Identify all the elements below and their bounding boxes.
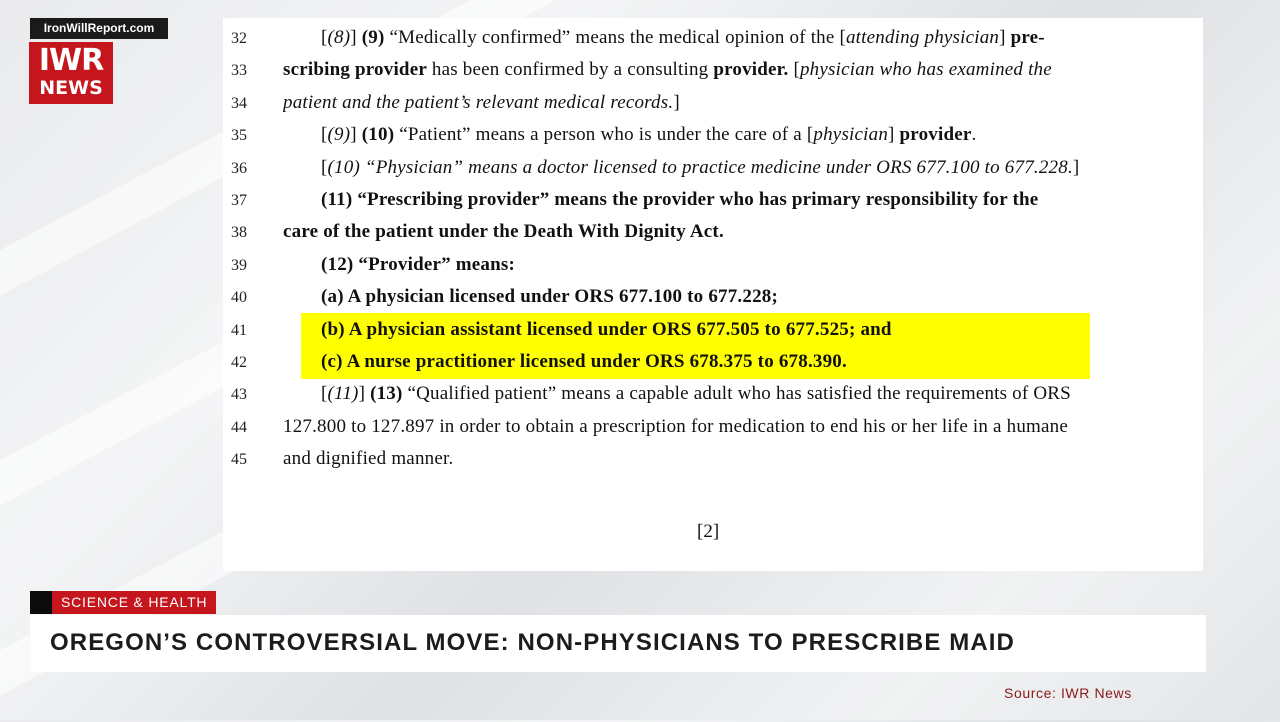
line-text: scribing provider has been confirmed by a consulting provider. [physician who has examined the — [283, 59, 1052, 81]
line-number: 45 — [231, 451, 247, 469]
document-line — [223, 251, 1203, 283]
line-number: 33 — [231, 62, 247, 80]
line-number: 37 — [231, 192, 247, 209]
line-number: 39 — [231, 256, 247, 274]
site-url-tag: IronWillReport.com — [30, 18, 168, 39]
document-line — [223, 316, 1203, 348]
line-number: 42 — [231, 354, 247, 371]
document-line — [223, 186, 1203, 218]
document-line — [223, 154, 1203, 186]
logo-text-news: NEWS — [39, 77, 103, 99]
document-line — [223, 413, 1203, 445]
line-text: and dignified manner. — [283, 448, 454, 470]
document-line — [223, 89, 1203, 121]
line-text: patient and the patient’s relevant medical records.] — [283, 91, 680, 113]
document-line — [223, 56, 1203, 88]
document-page — [223, 18, 1203, 571]
document-line — [223, 445, 1203, 477]
iwr-news-logo — [29, 42, 113, 104]
logo-text-iwr: IWR — [38, 43, 104, 78]
line-text: [(10) “Physician” means a doctor licensed to practice medicine under ORS 677.100 to 677.228.] — [321, 156, 1080, 178]
document-line — [223, 283, 1203, 315]
document-line — [223, 218, 1203, 250]
line-number: 44 — [231, 418, 247, 436]
line-text: (b) A physician assistant licensed under ORS 677.505 to 677.525; and — [321, 318, 892, 340]
headline-bar — [30, 615, 1206, 672]
line-number: 38 — [231, 224, 247, 242]
category-tag-block — [30, 591, 52, 614]
document-line — [223, 24, 1203, 56]
document-line — [223, 121, 1203, 153]
line-number: 34 — [231, 94, 247, 112]
line-text: 127.800 to 127.897 in order to obtain a prescription for medication to end his or her life in a humane — [283, 415, 1068, 437]
line-text: [(9)] (10) “Patient” means a person who is under the care of a [physician] provider. — [321, 124, 977, 146]
source-credit: Source: IWR News — [1004, 685, 1132, 701]
line-text: (12) “Provider” means: — [321, 253, 516, 275]
line-text: care of the patient under the Death With Dignity Act. — [283, 221, 724, 243]
line-text: (c) A nurse practitioner licensed under ORS 678.375 to 678.390. — [321, 351, 847, 372]
page-number: [2] — [697, 521, 720, 542]
document-line — [223, 348, 1203, 380]
line-number: 32 — [231, 30, 247, 47]
category-tag — [30, 591, 216, 614]
line-number: 43 — [231, 386, 247, 404]
category-label: SCIENCE & HEALTH — [52, 591, 216, 614]
line-text: [(8)] (9) “Medically confirmed” means the medical opinion of the [attending physician] pre- — [321, 27, 1045, 48]
line-number: 35 — [231, 127, 247, 145]
line-number: 36 — [231, 159, 247, 177]
line-text: [(11)] (13) “Qualified patient” means a capable adult who has satisfied the requirements of ORS — [321, 383, 1071, 405]
line-number: 40 — [231, 289, 247, 307]
headline-text: OREGON’S CONTROVERSIAL MOVE: NON-PHYSICIANS TO PRESCRIBE MAID — [50, 629, 1015, 656]
line-number: 41 — [231, 321, 247, 339]
line-text: (11) “Prescribing provider” means the provider who has primary responsibility for the — [321, 189, 1039, 210]
line-text: (a) A physician licensed under ORS 677.100 to 677.228; — [321, 286, 778, 308]
document-line — [223, 380, 1203, 412]
